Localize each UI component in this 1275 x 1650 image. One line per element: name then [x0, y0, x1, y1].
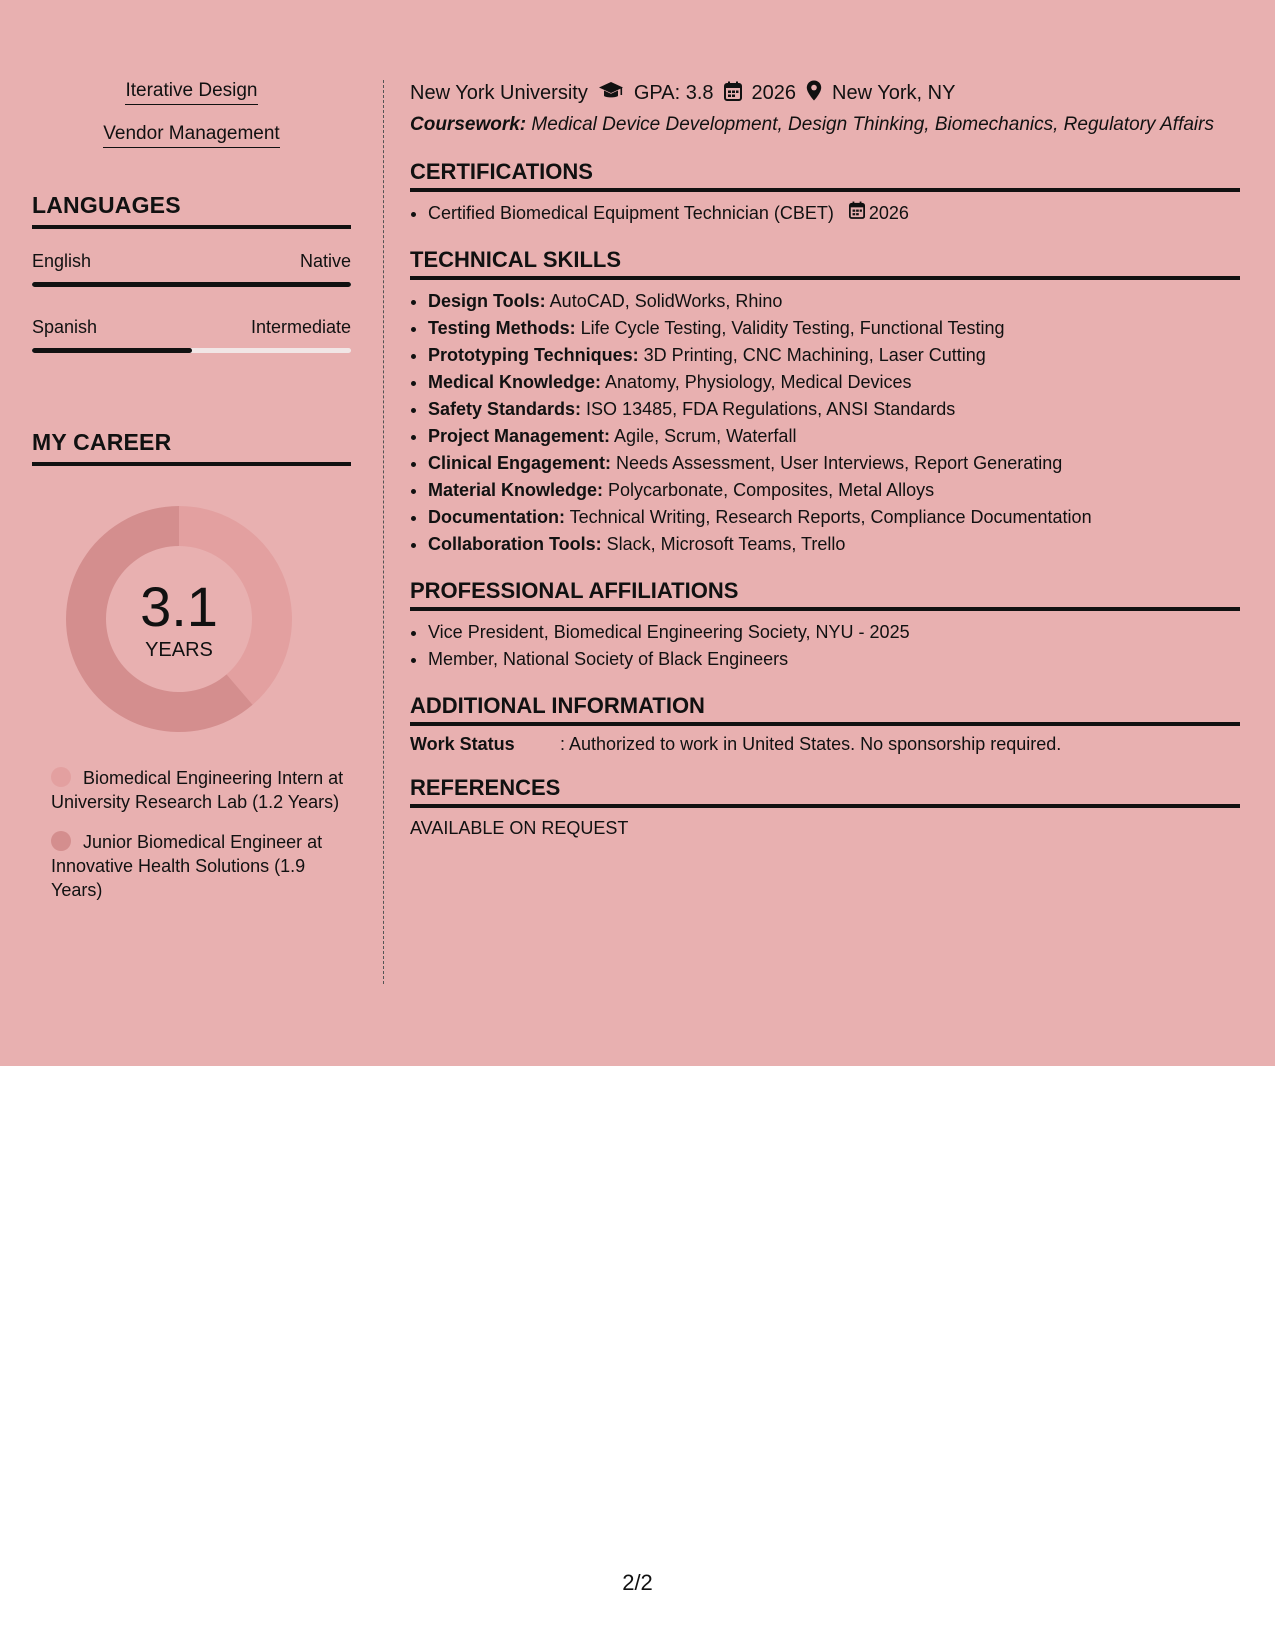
skill-item — [428, 369, 1240, 396]
language-row — [32, 251, 351, 272]
skill-values: Agile, Scrum, Waterfall — [610, 426, 797, 446]
school-location: New York, NY — [832, 82, 956, 104]
skill-category: Clinical Engagement: — [428, 453, 612, 473]
location-pin-icon — [806, 80, 822, 107]
skill-item — [428, 315, 1240, 342]
language-name: Spanish — [32, 317, 98, 337]
affiliation-item: • Member, National Society of Black Engineers — [428, 646, 1240, 673]
affiliations-heading: PROFESSIONAL AFFILIATIONS — [410, 578, 1240, 611]
career-donut — [66, 506, 292, 732]
coursework-list: Medical Device Development, Design Thinking, Biomechanics, Regulatory Affairs — [526, 114, 1214, 135]
career-total-unit: YEARS — [145, 638, 213, 661]
career-legend-item — [51, 766, 351, 814]
affiliation-item: • Vice President, Biomedical Engineering Society, NYU - 2025 — [428, 619, 1240, 646]
skill-values: Needs Assessment, User Interviews, Report Generating — [611, 453, 1063, 473]
skill-item — [428, 531, 1240, 558]
additional-info-heading: ADDITIONAL INFORMATION — [410, 693, 1240, 726]
language-bar — [32, 282, 351, 287]
skill-category: Material Knowledge: — [428, 480, 604, 500]
certifications-section — [410, 159, 1240, 227]
work-status-value: : Authorized to work in United States. No sponsorship required. — [560, 734, 1062, 754]
skill-values: Life Cycle Testing, Validity Testing, Functional Testing — [575, 318, 1005, 338]
career-section — [32, 429, 351, 902]
legend-dot — [51, 767, 71, 787]
languages-heading: LANGUAGES — [32, 192, 351, 229]
sidebar — [32, 80, 351, 918]
work-status-label: Work Status — [410, 734, 515, 754]
certification-year: 2026 — [868, 203, 909, 223]
skill-item — [428, 477, 1240, 504]
skill-tag: Vendor Management — [103, 123, 279, 148]
technical-skills-list — [410, 288, 1240, 558]
education-entry — [410, 80, 1240, 137]
certification-item — [428, 200, 1240, 227]
career-total — [66, 506, 292, 732]
work-status-row — [410, 734, 1240, 755]
certifications-heading: CERTIFICATIONS — [410, 159, 1240, 192]
technical-skills-heading: TECHNICAL SKILLS — [410, 247, 1240, 280]
language-bar-fill — [32, 348, 192, 353]
page-number: 2/2 — [622, 1570, 653, 1595]
skill-category: Documentation: — [428, 507, 565, 527]
affiliations-list — [410, 619, 1240, 673]
column-divider — [383, 80, 384, 984]
skill-values: AutoCAD, SolidWorks, Rhino — [545, 291, 783, 311]
language-level: Native — [299, 251, 351, 271]
additional-info-section — [410, 693, 1240, 755]
career-legend-label: Biomedical Engineering Intern at University Research Lab (1.2 Years) — [51, 768, 344, 812]
career-legend-label: Junior Biomedical Engineer at Innovative Health Solutions (1.9 Years) — [51, 832, 323, 900]
certification-date — [849, 200, 909, 227]
skill-category: Project Management: — [428, 426, 611, 446]
references-heading: REFERENCES — [410, 775, 1240, 808]
skill-item — [428, 450, 1240, 477]
skill-category: Testing Methods: — [428, 318, 576, 338]
skill-item — [428, 504, 1240, 531]
career-heading: MY CAREER — [32, 429, 351, 466]
career-legend — [32, 766, 351, 902]
graduation-cap-icon — [598, 81, 624, 107]
skill-category: Safety Standards: — [428, 399, 582, 419]
language-level: Intermediate — [250, 317, 351, 337]
skill-values: ISO 13485, FDA Regulations, ANSI Standards — [581, 399, 956, 419]
skill-item — [428, 288, 1240, 315]
language-name: English — [32, 251, 92, 271]
career-legend-item — [51, 830, 351, 902]
school-name: New York University — [410, 82, 588, 104]
calendar-icon — [849, 200, 865, 227]
skill-values: Anatomy, Physiology, Medical Devices — [601, 372, 912, 392]
skill-category: Collaboration Tools: — [428, 534, 602, 554]
coursework-label: Coursework: — [410, 114, 527, 135]
legend-dot — [51, 831, 71, 851]
languages-section — [32, 192, 351, 353]
skill-item — [428, 342, 1240, 369]
language-bar-fill — [32, 282, 351, 287]
skill-values: Slack, Microsoft Teams, Trello — [601, 534, 846, 554]
skill-values: Polycarbonate, Composites, Metal Alloys — [603, 480, 935, 500]
language-row — [32, 317, 351, 338]
language-bar — [32, 348, 351, 353]
affiliations-section — [410, 578, 1240, 673]
coursework — [410, 113, 1240, 137]
skill-tag: Iterative Design — [125, 80, 257, 105]
references-section — [410, 775, 1240, 839]
skill-item — [428, 396, 1240, 423]
skill-category: Design Tools: — [428, 291, 546, 311]
references-text: AVAILABLE ON REQUEST — [410, 818, 629, 838]
certification-name: Certified Biomedical Equipment Technician (CBET) — [428, 203, 834, 223]
gpa: GPA: 3.8 — [633, 82, 714, 104]
skill-item — [428, 423, 1240, 450]
skill-category: Prototyping Techniques: — [428, 345, 639, 365]
skill-category: Medical Knowledge: — [428, 372, 602, 392]
education-line — [410, 80, 1240, 107]
main-column — [410, 80, 1240, 839]
calendar-icon — [724, 81, 742, 107]
technical-skills-section — [410, 247, 1240, 558]
skill-values: Technical Writing, Research Reports, Compliance Documentation — [565, 507, 1092, 527]
certifications-list — [410, 200, 1240, 227]
graduation-year: 2026 — [751, 82, 797, 104]
skill-values: 3D Printing, CNC Machining, Laser Cutting — [638, 345, 986, 365]
career-total-value: 3.1 — [140, 574, 218, 638]
